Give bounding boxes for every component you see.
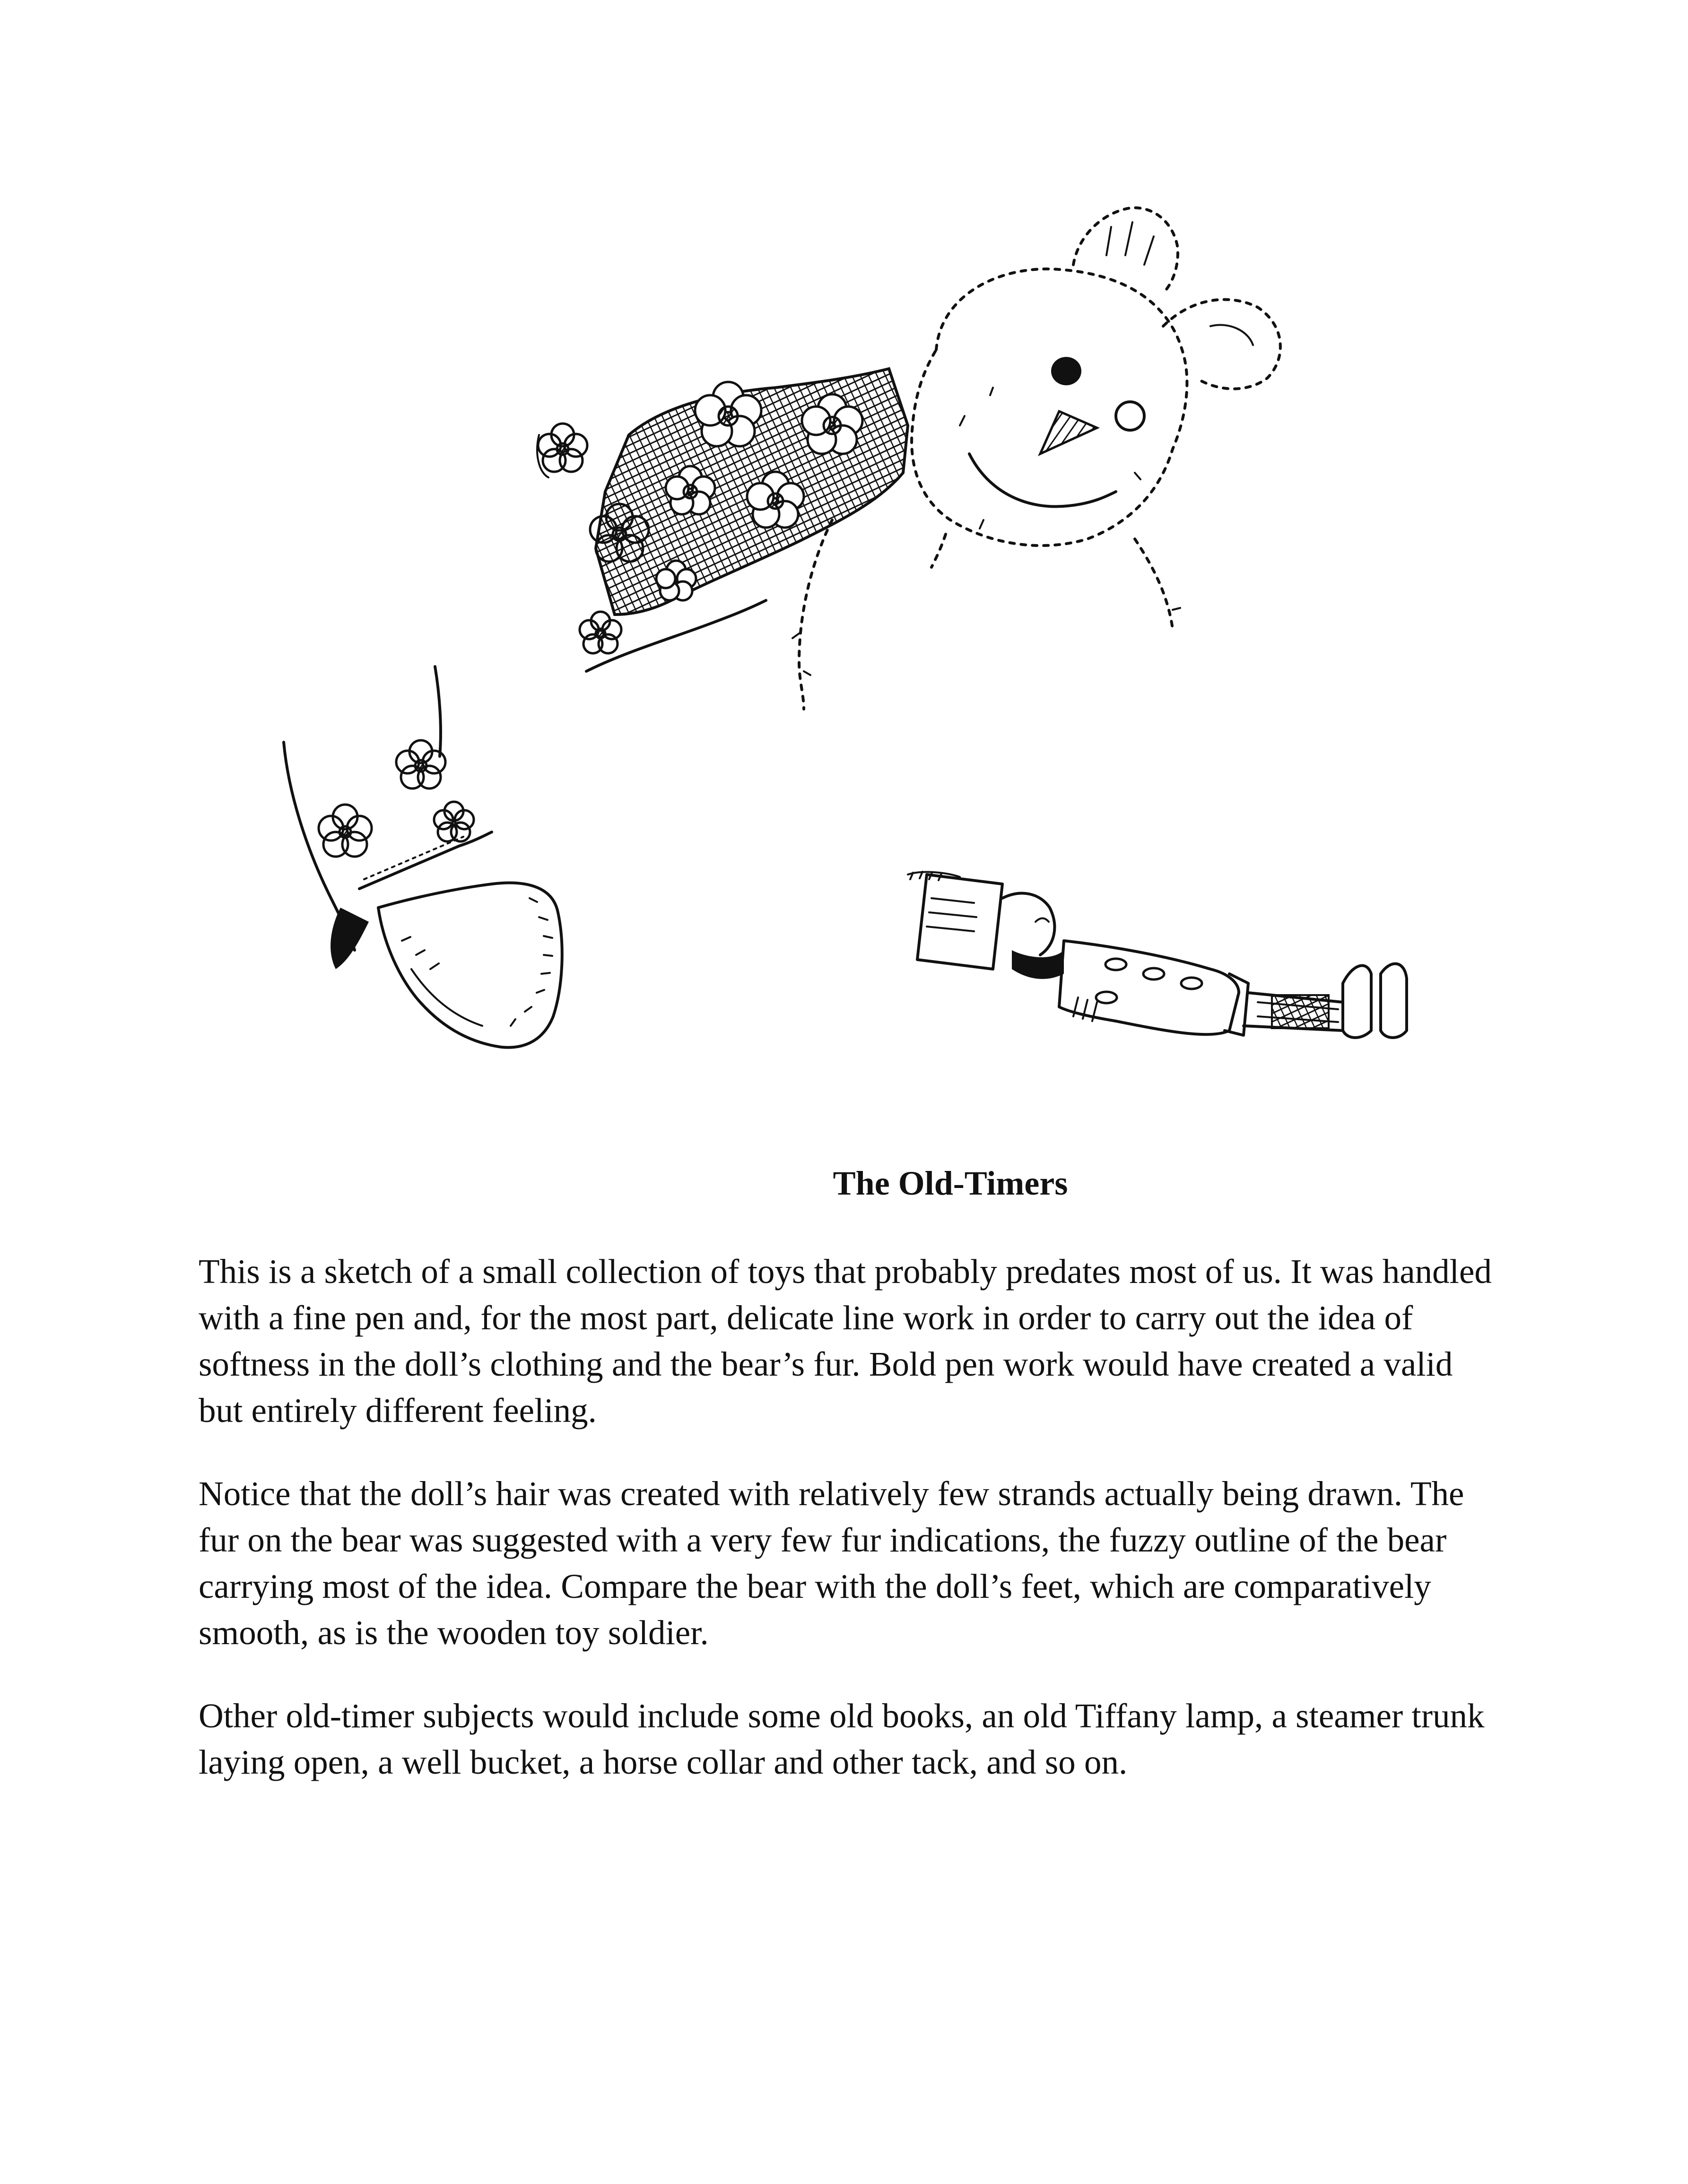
bear-button-eye [1116,402,1144,430]
doll-ruffle-flowers [319,740,474,857]
article-paragraph-1: This is a sketch of a small collection of toys that probably predates most of us. It was handled with a fine pen and, for the most part, delicate line work in order to carry out the idea of softness in the doll’s clothing and the bear’s fur. Bold pen work would have created a valid but entirely different feeling. [199,1252,1492,1430]
article [199,1163,1504,1822]
bear-head-outline [912,269,1187,546]
doll-sole [378,883,562,1048]
article-paragraph-2: Notice that the doll’s hair was created with relatively few strands actually being drawn. The fur on the bear was suggested with a very few fur indications, the fuzzy outline of the bear carrying most of the idea. Compare the bear with the doll’s feet, which are comparatively smooth, as is the wooden toy soldier. [199,1474,1464,1652]
bear-body-outline [799,520,832,709]
flowered-fabric-drawing [537,369,908,671]
toy-soldier-drawing [908,872,1407,1038]
doll-foot-drawing [284,667,562,1048]
article-title: The Old-Timers [833,1164,1068,1202]
article-paragraph-3: Other old-timer subjects would include some old books, an old Tiffany lamp, a steamer trunk laying open, a well bucket, a horse collar and other tack, and so on. [199,1697,1485,1782]
bear-smile [969,454,1116,507]
soldier-hat [917,875,1002,969]
soldier-feet [1343,966,1371,1038]
soldier-buttons [1096,959,1202,1003]
doll-leg-line-right [435,667,441,756]
soldier-tunic [1059,941,1239,1034]
bear-ear-right [1163,300,1280,389]
bear-eye [1051,357,1081,385]
bear-nose [1040,411,1097,454]
